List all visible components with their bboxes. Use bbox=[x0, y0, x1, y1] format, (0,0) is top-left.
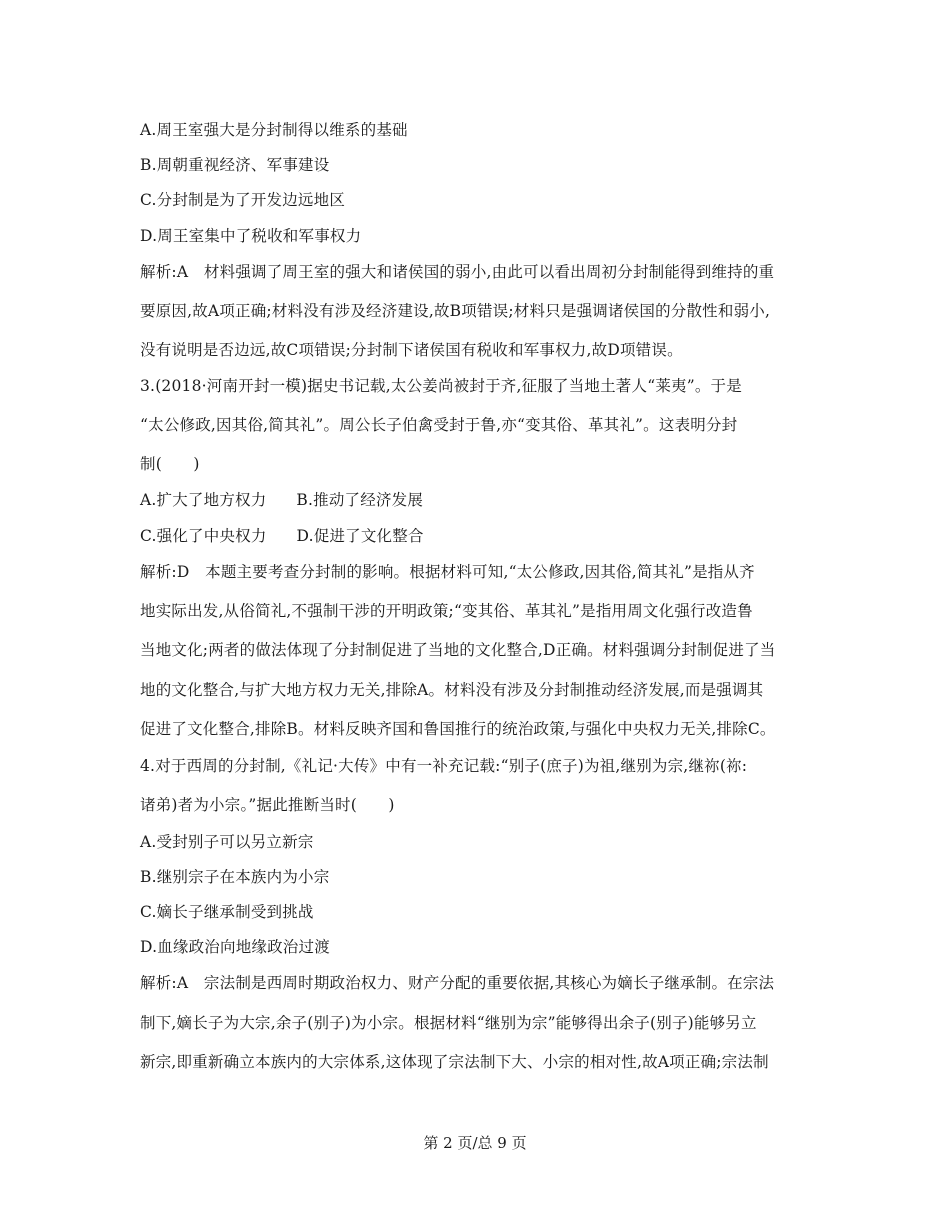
q2-option-b: B.周朝重视经济、军事建设 bbox=[140, 156, 330, 174]
q3-stem-line: 制( ) bbox=[140, 455, 200, 473]
q4-stem-line: 4.对于西周的分封制,《礼记·大传》中有一补充记载:“别子(庶子)为祖,继别为宗,继祢(祢: bbox=[140, 757, 748, 775]
q3-analysis-line: 地的文化整合,与扩大地方权力无关,排除A。材料没有涉及分封制推动经济发展,而是强调其 bbox=[140, 681, 764, 699]
q4-analysis-line: 解析:A 宗法制是西周时期政治权力、财产分配的重要依据,其核心为嫡长子继承制。在宗法 bbox=[140, 974, 775, 992]
q4-analysis-line: 制下,嫡长子为大宗,余子(别子)为小宗。根据材料“继别为宗”能够得出余子(别子)能够另立 bbox=[140, 1014, 757, 1032]
q4-option-b: B.继别宗子在本族内为小宗 bbox=[140, 868, 330, 886]
q3-option-a: A.扩大了地方权力 bbox=[140, 491, 267, 509]
q2-analysis-line: 要原因,故A项正确;材料没有涉及经济建设,故B项错误;材料只是强调诸侯国的分散性和弱小, bbox=[140, 302, 771, 320]
q3-stem-line: 3.(2018·河南开封一模)据史书记载,太公姜尚被封于齐,征服了当地土著人“莱夷”。于是 bbox=[140, 377, 742, 395]
q4-analysis-line: 新宗,即重新确立本族内的大宗体系,这体现了宗法制下大、小宗的相对性,故A项正确;宗法制 bbox=[140, 1053, 769, 1071]
q3-option-d: D.促进了文化整合 bbox=[296, 527, 424, 545]
q3-option-c: C.强化了中央权力 bbox=[140, 527, 267, 545]
q2-option-d: D.周王室集中了税收和军事权力 bbox=[140, 227, 362, 245]
q3-analysis-line: 地实际出发,从俗简礼,不强制干涉的开明政策;“变其俗、革其礼”是指用周文化强行改造鲁 bbox=[140, 602, 753, 620]
q2-analysis-line: 解析:A 材料强调了周王室的强大和诸侯国的弱小,由此可以看出周初分封制能得到维持的重 bbox=[140, 263, 775, 281]
q3-analysis-line: 解析:D 本题主要考查分封制的影响。根据材料可知,“太公修政,因其俗,简其礼”是指从齐 bbox=[140, 563, 755, 581]
q3-options-row-2 bbox=[140, 526, 424, 546]
q2-analysis-line: 没有说明是否边远,故C项错误;分封制下诸侯国有税收和军事权力,故D项错误。 bbox=[140, 341, 683, 359]
q4-option-a: A.受封别子可以另立新宗 bbox=[140, 833, 314, 851]
q3-option-b: B.推动了经济发展 bbox=[296, 491, 424, 509]
page-number: 第 2 页/总 9 页 bbox=[423, 1134, 527, 1152]
q4-option-d: D.血缘政治向地缘政治过渡 bbox=[140, 938, 330, 956]
q2-option-c: C.分封制是为了开发边远地区 bbox=[140, 191, 346, 209]
q3-options-row-1 bbox=[140, 490, 423, 510]
q4-option-c: C.嫡长子继承制受到挑战 bbox=[140, 903, 314, 921]
q3-analysis-line: 促进了文化整合,排除B。材料反映齐国和鲁国推行的统治政策,与强化中央权力无关,排除C。 bbox=[140, 720, 776, 738]
q3-analysis-line: 当地文化;两者的做法体现了分封制促进了当地的文化整合,D正确。材料强调分封制促进了当 bbox=[140, 641, 776, 659]
q3-stem-line: “太公修政,因其俗,简其礼”。周公长子伯禽受封于鲁,亦“变其俗、革其礼”。这表明分封 bbox=[140, 416, 738, 434]
q4-stem-line: 诸弟)者为小宗。”据此推断当时( ) bbox=[140, 796, 395, 814]
q2-option-a: A.周王室强大是分封制得以维系的基础 bbox=[140, 121, 408, 139]
